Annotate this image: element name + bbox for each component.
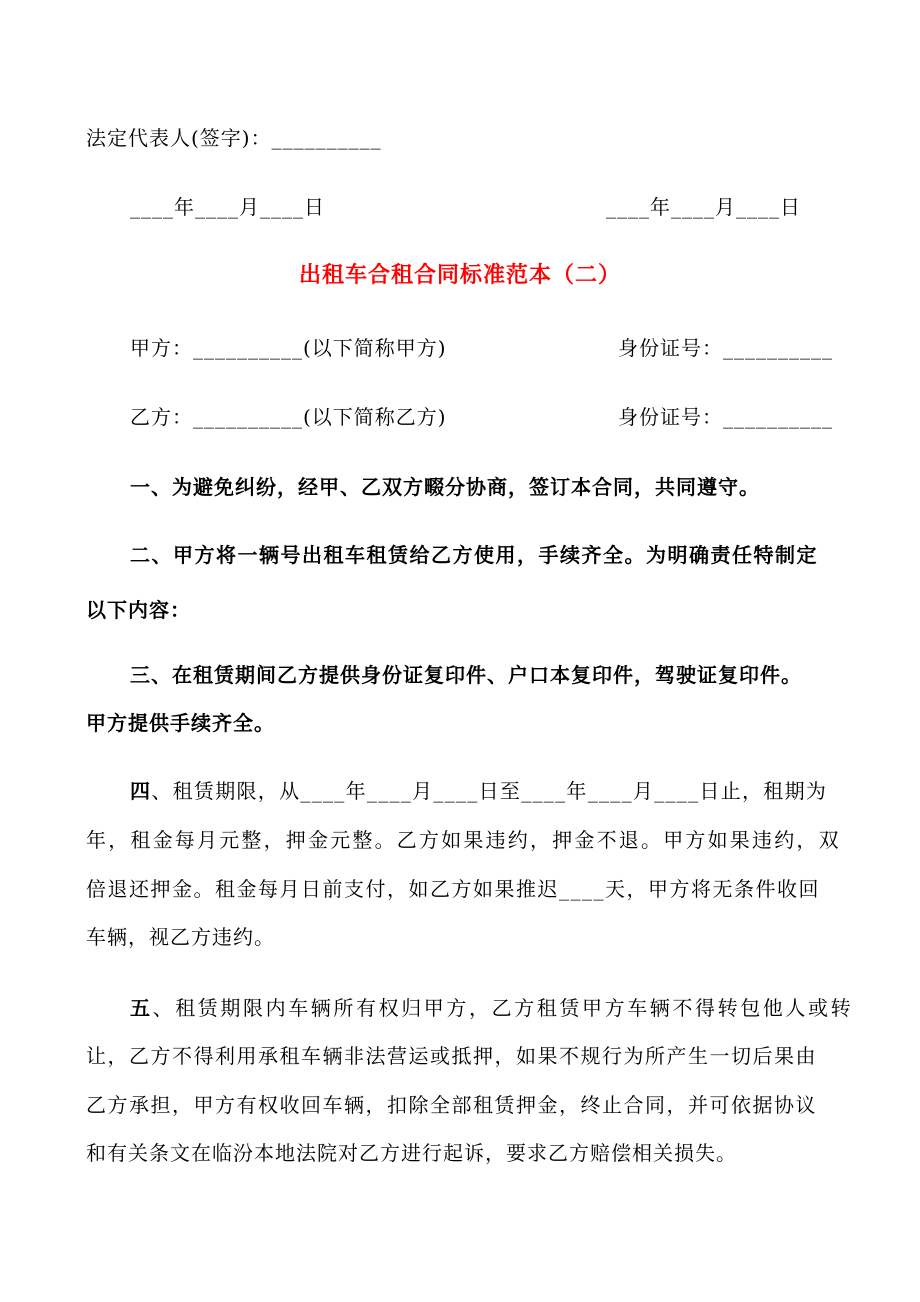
date-line-left: ____年____月____日 (130, 195, 325, 219)
clause-4-line-1 (130, 777, 827, 805)
party-b-id-line: 身份证号：__________ (618, 405, 833, 429)
clause-4-text: 、租赁期限，从____年____月____日至____年____月____日止，租期为 (151, 779, 828, 803)
clause-4-line-4: 车辆，视乙方违约。 (86, 925, 275, 949)
party-a-id-line: 身份证号：__________ (618, 336, 833, 360)
clause-1: 一、为避免纠纷，经甲、乙双方畷分协商，签订本合同，共同遵守。 (130, 475, 760, 499)
clause-3-line-1: 三、在租赁期间乙方提供身份证复印件、户口本复印件，驾驶证复印件。 (130, 663, 802, 687)
clause-5-text: 、租赁期限内车辆所有权归甲方，乙方租赁甲方车辆不得转包他人或转 (152, 996, 854, 1020)
clause-2-line-1: 二、甲方将一辆号出租车租赁给乙方使用，手续齐全。为明确责任特制定 (130, 543, 818, 567)
clause-5-line-3: 乙方承担，甲方有权收回车辆，扣除全部租赁押金，终止合同，并可依据协议 (86, 1093, 817, 1117)
party-b-line: 乙方：__________(以下简称乙方) (130, 405, 447, 429)
clause-5-line-1 (130, 994, 853, 1022)
clause-2-line-2: 以下内容： (86, 598, 191, 622)
clause-5-line-2: 让，乙方不得利用承租车辆非法营运或抵押，如果不规行为所产生一切后果由 (86, 1044, 817, 1068)
document-title: 出租车合租合同标准范本（二） (298, 262, 621, 288)
legal-representative-signature: 法定代表人(签字)：__________ (86, 126, 382, 150)
clause-3-line-2: 甲方提供手续齐全。 (86, 711, 275, 735)
clause-5-number: 五 (130, 996, 153, 1020)
clause-4-number: 四 (130, 779, 152, 803)
date-line-right: ____年____月____日 (606, 195, 801, 219)
clause-5-line-4: 和有关条文在临汾本地法院对乙方进行起诉，要求乙方赔偿相关损失。 (86, 1141, 737, 1165)
clause-4-line-2: 年，租金每月元整，押金元整。乙方如果违约，押金不退。甲方如果违约，双 (86, 828, 841, 852)
party-a-line: 甲方：__________(以下简称甲方) (130, 336, 447, 360)
clause-4-line-3: 倍退还押金。租金每月日前支付，如乙方如果推迟____天，甲方将无条件收回 (86, 877, 820, 901)
